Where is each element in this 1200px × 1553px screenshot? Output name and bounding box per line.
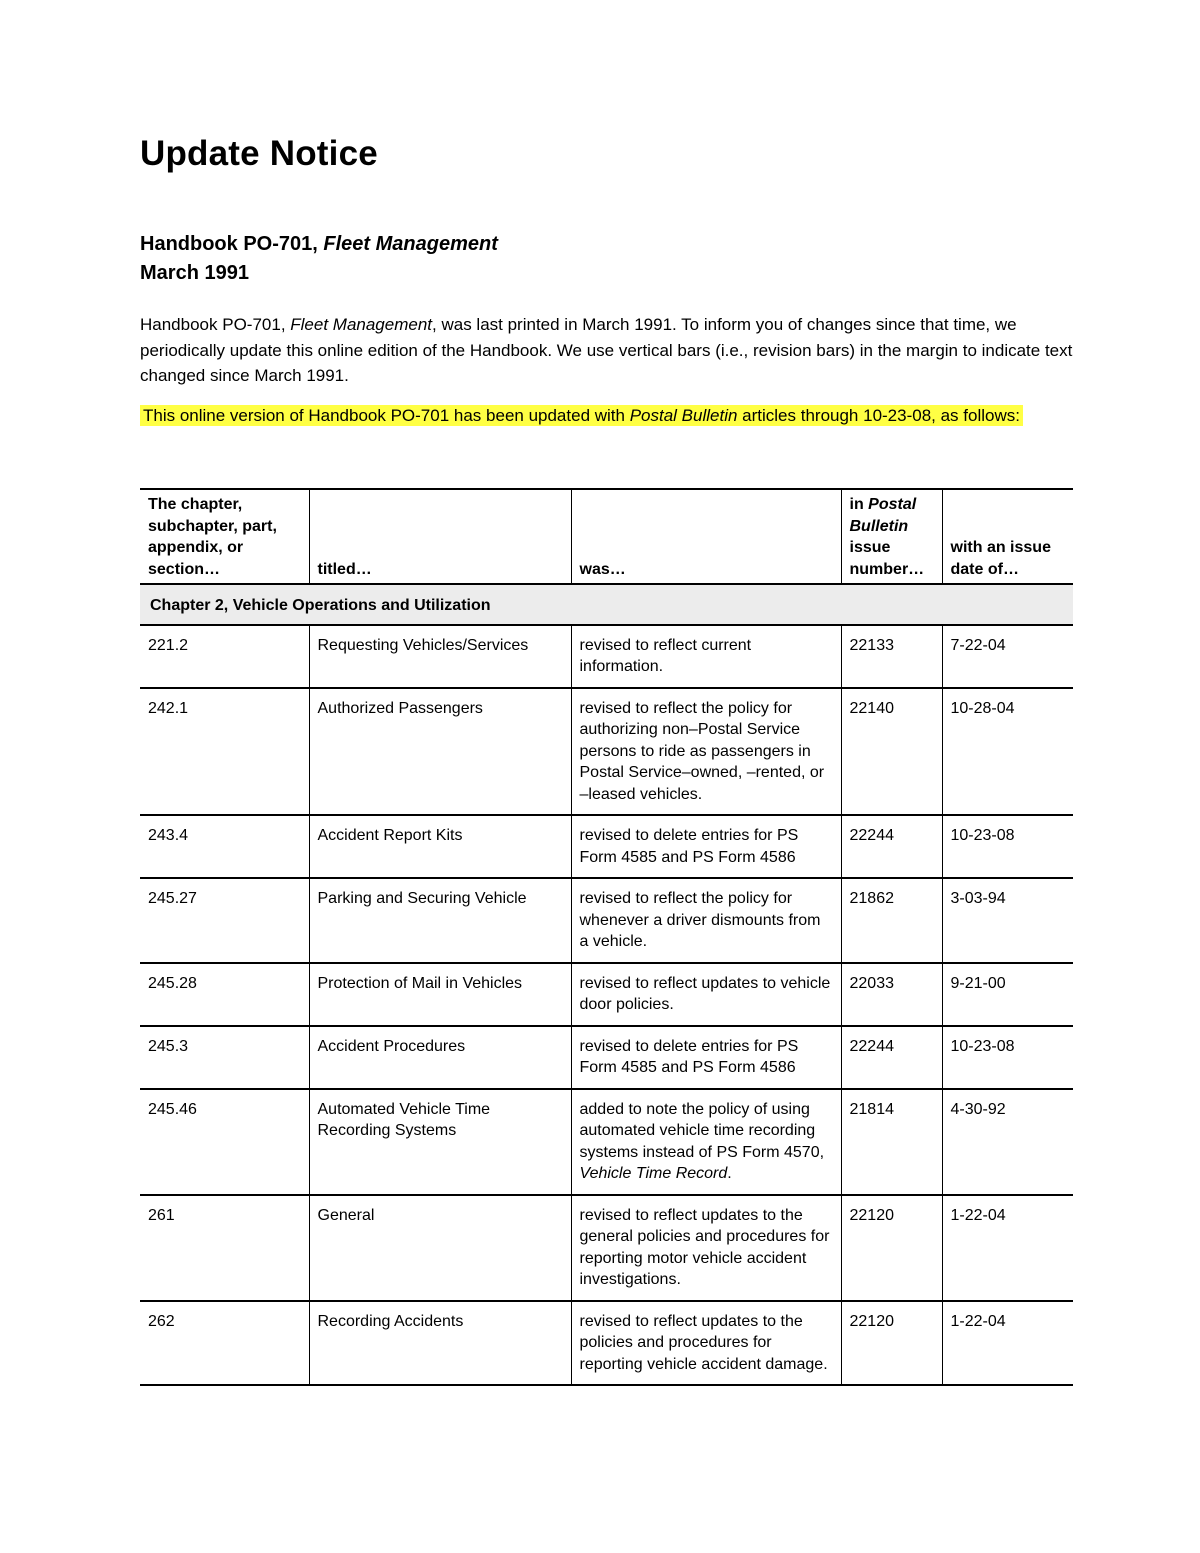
cell-issue-date: 1-22-04 [942, 1195, 1073, 1301]
table-row [140, 878, 1073, 963]
cell-issue-date: 10-23-08 [942, 1026, 1073, 1089]
cell-issue-number: 21814 [841, 1089, 942, 1195]
header-titled: titled… [309, 489, 571, 584]
cell-was [571, 1089, 841, 1195]
cell-titled: Authorized Passengers [309, 688, 571, 816]
handbook-name: Fleet Management [323, 233, 498, 255]
cell-titled: Accident Report Kits [309, 815, 571, 878]
intro-text-end: , was last printed in March 1991. To inform you of changes since that time, we periodically update this online edition of the Handbook. We use vertical bars (i.e., revision bars) in the margin to indicate text changed since March 1991. [140, 315, 1073, 385]
cell-was-form-name: Vehicle Time Record [579, 1165, 728, 1182]
cell-titled: General [309, 1195, 571, 1301]
cell-was: revised to delete entries for PS Form 4585 and PS Form 4586 [571, 815, 841, 878]
cell-section: 245.28 [148, 974, 197, 992]
cell-section: 243.4 [148, 827, 189, 844]
handbook-date: March 1991 [140, 262, 249, 284]
cell-section: 245.3 [148, 1037, 189, 1055]
highlight-bulletin-name: Postal Bulletin [629, 405, 738, 425]
handbook-heading [140, 230, 1073, 288]
cell-titled: Recording Accidents [309, 1301, 571, 1386]
header-issue-suffix: issue number… [849, 539, 925, 578]
cell-section: 242.1 [148, 699, 189, 717]
cell-issue-number: 22244 [841, 815, 942, 878]
cell-was: revised to reflect updates to the policies and procedures for reporting vehicle accident damage. [571, 1301, 841, 1386]
cell-was: revised to reflect the policy for whenever a driver dismounts from a vehicle. [571, 878, 841, 963]
table-row [140, 815, 1073, 878]
header-issue-prefix: in [849, 496, 869, 513]
cell-section: 262 [148, 1312, 175, 1330]
intro-paragraph [140, 312, 1073, 389]
table-row [140, 688, 1073, 816]
cell-issue-number: 22120 [841, 1301, 942, 1386]
cell-titled: Protection of Mail in Vehicles [309, 963, 571, 1026]
cell-issue-number: 22140 [841, 688, 942, 816]
cell-titled: Automated Vehicle Time Recording Systems [309, 1089, 571, 1195]
header-was: was… [571, 489, 841, 584]
cell-was: revised to reflect the policy for authorizing non–Postal Service persons to ride as passengers in Postal Service–owned, –rented, or –leased vehicles. [571, 688, 841, 816]
table-row [140, 1026, 1073, 1089]
cell-titled: Requesting Vehicles/Services [309, 625, 571, 688]
highlight-text-end: articles through 10-23-08, as follows: [737, 405, 1020, 425]
cell-issue-number: 22244 [841, 1026, 942, 1089]
highlight-text-start: This online version of Handbook PO-701 has been updated with [143, 405, 630, 425]
table-row [140, 1195, 1073, 1301]
cell-issue-date: 9-21-00 [942, 963, 1073, 1026]
update-highlight-paragraph [140, 403, 1073, 429]
cell-section: 245.46 [148, 1100, 197, 1118]
chapter-section-row [140, 584, 1073, 625]
table-header-row [140, 489, 1073, 584]
cell-issue-date: 3-03-94 [942, 878, 1073, 963]
updates-table [140, 488, 1073, 1386]
cell-section: 245.27 [148, 890, 197, 907]
cell-issue-date: 10-28-04 [942, 688, 1073, 816]
handbook-prefix: Handbook PO-701, [140, 233, 324, 255]
cell-issue-number: 22033 [841, 963, 942, 1026]
table-body [140, 584, 1073, 1385]
header-section: The chapter, subchapter, part, appendix, or section… [148, 496, 277, 578]
handbook-title-line [140, 230, 1073, 259]
cell-issue-date: 4-30-92 [942, 1089, 1073, 1195]
cell-titled: Accident Procedures [309, 1026, 571, 1089]
table-row [140, 1301, 1073, 1386]
cell-was: revised to reflect updates to the general policies and procedures for reporting motor vehicle accident investigations. [571, 1195, 841, 1301]
intro-text-start: Handbook PO-701, [140, 315, 291, 334]
header-issue-number [841, 489, 942, 584]
cell-issue-date: 7-22-04 [942, 625, 1073, 688]
cell-was-text-start: added to note the policy of using automated vehicle time recording systems instead of PS Form 4570, [579, 1100, 825, 1161]
header-issue-bulletin: Postal Bulletin [849, 496, 917, 535]
cell-issue-date: 10-23-08 [942, 815, 1073, 878]
cell-issue-number: 22120 [841, 1195, 942, 1301]
cell-issue-number: 21862 [841, 878, 942, 963]
document-page [140, 130, 1073, 1373]
cell-section: 221.2 [148, 636, 189, 654]
cell-was: revised to reflect updates to vehicle door policies. [571, 963, 841, 1026]
cell-section: 261 [148, 1206, 175, 1224]
table-row [140, 963, 1073, 1026]
page-title: Update Notice [140, 134, 378, 173]
cell-issue-number: 22133 [841, 625, 942, 688]
cell-titled: Parking and Securing Vehicle [309, 878, 571, 963]
cell-issue-date: 1-22-04 [942, 1301, 1073, 1386]
header-issue-date: with an issue date of… [942, 489, 1073, 584]
table-row [140, 625, 1073, 688]
highlighted-text [140, 405, 1023, 426]
table-row [140, 1089, 1073, 1195]
cell-was: revised to delete entries for PS Form 4585 and PS Form 4586 [571, 1026, 841, 1089]
chapter-title: Chapter 2, Vehicle Operations and Utilization [140, 584, 1073, 625]
intro-handbook-name: Fleet Management [290, 315, 433, 334]
cell-was: revised to reflect current information. [571, 625, 841, 688]
cell-was-text-end: . [727, 1165, 732, 1182]
